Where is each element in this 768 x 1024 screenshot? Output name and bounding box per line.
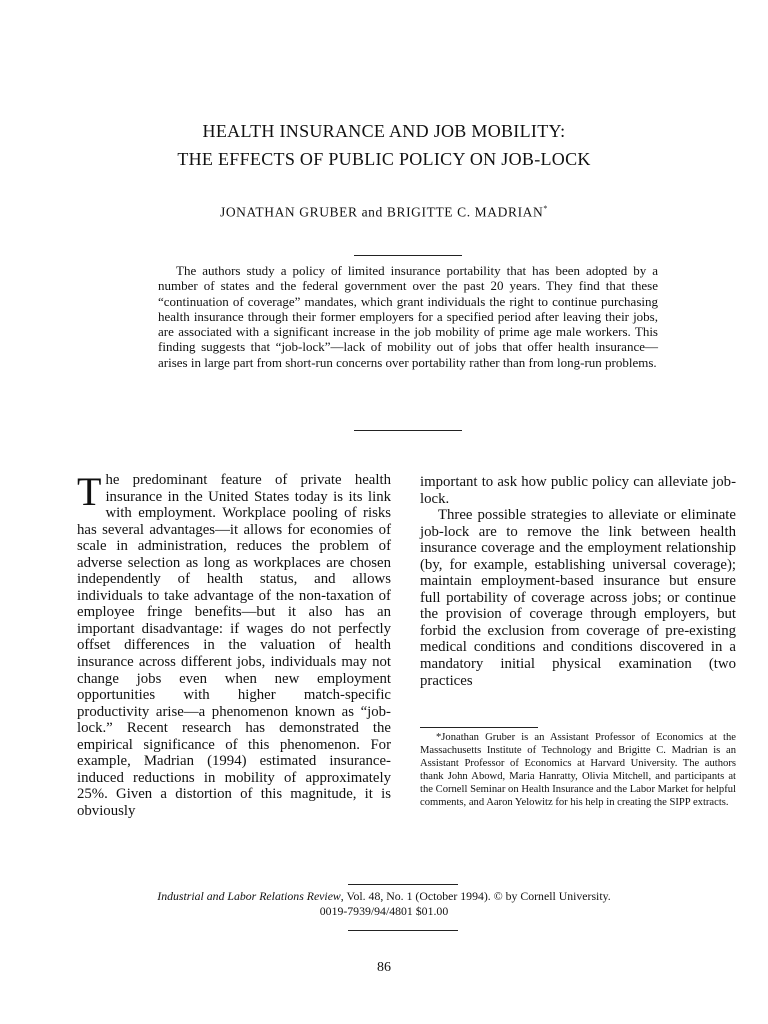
body-paragraph: Three possible strategies to alleviate or eliminate job-lock are to remove the link between health insurance coverage and the employment relationship (by, for example, establishing universal coverage); maintain employment-based insurance but ensure full portability of coverage across jobs; or continue the provision of coverage through employers, but forbid the exclusion from coverage of pre-existing medical conditions and conditions discovered in a mandatory initial physical examination (two practices (420, 507, 736, 689)
author-names: JONATHAN GRUBER and BRIGITTE C. MADRIAN (219, 204, 544, 220)
body-column-right (420, 474, 736, 689)
journal-name: Industrial and Labor Relations Review (157, 889, 341, 903)
abstract (158, 263, 658, 370)
abstract-bottom-rule (354, 430, 462, 431)
body-column-left (77, 469, 391, 819)
journal-citation (0, 889, 768, 919)
drop-cap: T (77, 469, 102, 514)
author-footnote-mark: * (543, 204, 548, 213)
author-footnote (420, 731, 736, 810)
footnote-rule (420, 727, 538, 728)
body-paragraph-continued: important to ask how public policy can alleviate job-lock. (420, 474, 736, 507)
article-title-line-1: HEALTH INSURANCE AND JOB MOBILITY: (202, 121, 566, 141)
body-paragraph (77, 469, 391, 819)
citation-details: , Vol. 48, No. 1 (October 1994). © by Cornell University. (340, 889, 611, 903)
abstract-text: The authors study a policy of limited insurance portability that has been adopted by a number of states and the federal government over the past 20 years. They find that these “continuation of coverage” mandates, which grant individuals the right to continue purchasing health insurance through their former employers for a specified period after leaving their jobs, are associated with a significant increase in the job mobility of prime age male workers. This finding suggests that “job-lock”—lack of mobility out of jobs that offer health insurance—arises in large part from short-run concerns over portability rather than from long-run problems. (158, 263, 658, 370)
abstract-top-rule (354, 255, 462, 256)
footnote-text: *Jonathan Gruber is an Assistant Professor of Economics at the Massachusetts Institute of Technology and Brigitte C. Madrian is an Assistant Professor of Economics at Harvard University. The authors thank John Abowd, Maria Hanratty, Olivia Mitchell, and participants at the Cornell Seminar on Health Insurance and the Labor Market for helpful comments, and Aaron Yelowitz for his help in creating the SIPP extracts. (420, 732, 736, 809)
body-paragraph-text: he predominant feature of private health insurance in the United States today is its link with employment. Workplace pooling of risks has several advantages—it allows for economies of scale in administration, reduces the problem of adverse selection as long as workplaces are chosen independently of health status, and allows individuals to take advantage of the non-taxation of employee fringe benefits—but it also has an important disadvantage: if wages do not perfectly offset differences in the valuation of health insurance across different jobs, individuals may not change jobs even when new employment opportunities with higher match-specific productivity arise—a phenomenon known as “job-lock.” Recent research has demonstrated the empirical significance of this phenomenon. For example, Madrian (1994) estimated insurance-induced reductions in mobility of approximately 25%. Given a distortion of this magnitude, it is obviously (77, 472, 391, 819)
page-number: 86 (377, 960, 391, 975)
citation-bottom-rule (348, 930, 458, 931)
citation-top-rule (348, 884, 458, 885)
author-line (0, 204, 768, 221)
article-title-line-2: THE EFFECTS OF PUBLIC POLICY ON JOB-LOCK (177, 149, 591, 169)
citation-code: 0019-7939/94/4801 $01.00 (319, 904, 449, 918)
citation-line-1 (0, 889, 768, 904)
